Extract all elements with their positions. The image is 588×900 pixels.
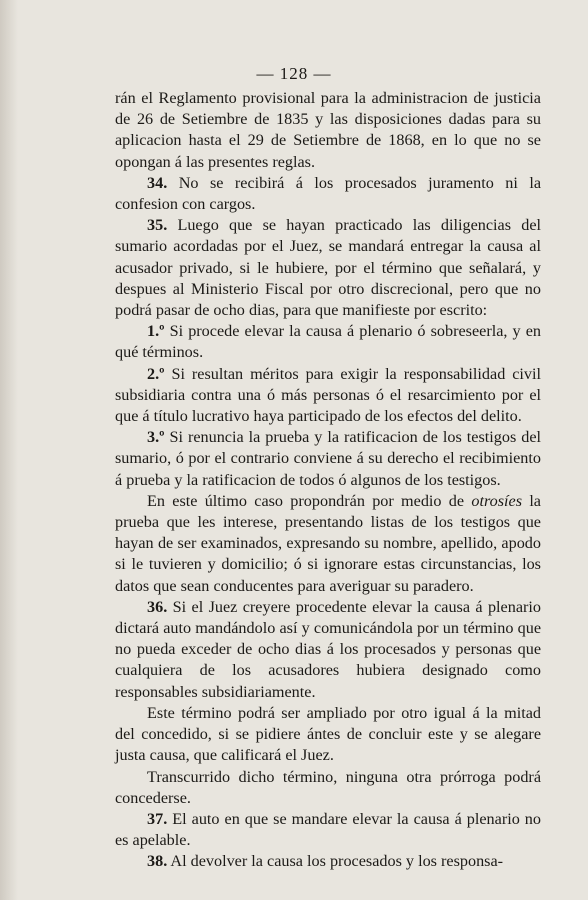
paragraph-extension — [115, 703, 541, 767]
article-number: 35. — [147, 216, 168, 235]
article-36 — [115, 597, 541, 703]
paragraph-text: rán el Reglamento provisional para la administracion de justicia de 26 de Setiembre de 1835 y las disposiciones dadas para su aplicacion hasta el 29 de Setiembre de 1868, en lo que no se opongan á las presentes reglas. — [115, 89, 541, 171]
italic-term: otrosíes — [471, 491, 523, 510]
body-text — [115, 88, 541, 873]
paragraph-text: Luego que se hayan practicado las diligencias del sumario acordadas por el Juez, se mandará entregar la causa al acusador privado, si le hubiere, por el término que señalará, y despues al Ministerio Fiscal por otro discrecional, pero que no podrá pasar de ocho dias, para que manifieste por escrito: — [115, 216, 541, 320]
item-3 — [115, 427, 541, 491]
page-number: — 128 — — [256, 64, 332, 83]
article-number: 34. — [147, 173, 168, 192]
article-37 — [115, 809, 541, 851]
paragraph-text: El auto en que se mandare elevar la causa á plenario no es apelable. — [115, 809, 541, 850]
paragraph-text: Si renuncia la prueba y la ratificacion de los testigos del sumario, ó por el contrario conviene á su derecho el recibimiento á prueba y la ratificacion de todos ó algunos de los testigos. — [115, 428, 541, 489]
item-number: 3.º — [147, 428, 165, 447]
article-number: 37. — [147, 809, 168, 828]
paragraph-continuation — [115, 88, 541, 173]
paragraph-no-extension — [115, 767, 541, 809]
paragraph-text: Este término podrá ser ampliado por otro igual á la mitad del concedido, si se pidiere ántes de concluir este y se alegare justa causa, que calificará el Juez. — [115, 703, 541, 765]
paragraph-text: No se recibirá á los procesados juramento ni la confesion con cargos. — [115, 173, 541, 214]
article-number: 38. — [147, 852, 168, 871]
paragraph-text: Si resultan méritos para exigir la responsabilidad civil subsidiaria contra una ó más personas ó el resarcimiento por el que á título lucrativo haya participado de los efectos del delito. — [115, 364, 542, 426]
paragraph-text-pre: En este último caso propondrán por medio de — [147, 491, 465, 510]
article-number: 36. — [147, 597, 168, 616]
page-gutter-shadow — [0, 0, 18, 900]
item-2 — [115, 364, 541, 428]
paragraph-text: Si el Juez creyere procedente elevar la causa á plenario dictará auto mandándolo así y comunicándola por un término que no pueda exceder de ocho dias á los procesados y personas que cualquiera de los acusadores hubiera designado como responsables subsidiariamente. — [115, 597, 542, 701]
article-35 — [115, 215, 541, 321]
paragraph-text: Transcurrido dicho término, ninguna otra prórroga podrá concederse. — [115, 767, 541, 807]
item-number: 1.º — [147, 322, 165, 341]
paragraph-last-case — [115, 491, 541, 597]
item-1 — [115, 321, 541, 363]
paragraph-text: Si procede elevar la causa á plenario ó sobreseerla, y en qué términos. — [115, 322, 542, 362]
article-34 — [115, 173, 541, 215]
article-38 — [115, 851, 541, 872]
paragraph-text: la prueba que les interese, presentando listas de los testigos que hayan de ser examinados, expresando su nombre, apellido, apodo si le tuvieren y domicilio; ó si ignorare estas circunstancias, los datos que sean conducentes para averiguar su paradero. — [115, 491, 541, 595]
item-number: 2.º — [147, 364, 165, 383]
paragraph-text: Al devolver la causa los procesados y los responsa- — [170, 852, 504, 871]
